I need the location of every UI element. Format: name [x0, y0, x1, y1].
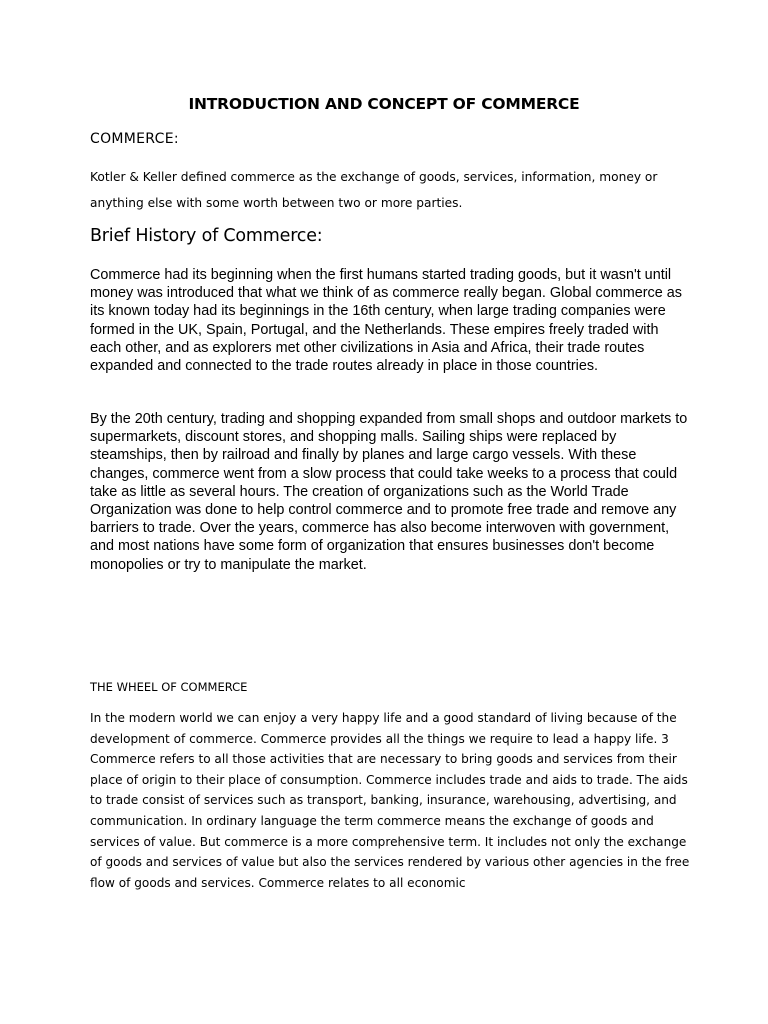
wheel-paragraph: In the modern world we can enjoy a very happy life and a good standard of living because of the development of commerce. Commerce provides all the things we require to lead a happy life. 3 Commerce refers to all those activities that are necessary to bring goods and services from their place of origin to their place of consumption. Commerce includes trade and aids to trade. The aids to trade consist of services such as transport, banking, insurance, warehousing, advertising, and communication. In ordinary language the term commerce means the exchange of goods and services of value. But commerce is a more comprehensive term. It includes not only the exchange of goods and services of value but also the services rendered by various other agencies in the free flow of goods and services. Commerce relates to all economic	[90, 711, 690, 890]
page-title: INTRODUCTION AND CONCEPT OF COMMERCE	[188, 95, 580, 113]
history-paragraph-2: By the 20th century, trading and shopping expanded from small shops and outdoor markets to supermarkets, discount stores, and shopping malls. Sailing ships were replaced by steamships, then by railroad and finally by planes and large cargo vessels. With these changes, commerce went from a slow process that could take weeks to a process that could take as little as several hours. The creation of organizations such as the World Trade Organization was done to help control commerce and to promote free trade and remove any barriers to trade. Over the years, commerce has also become interwoven with government, and most nations have some form of organization that ensures businesses don't become monopolies or try to manipulate the market.	[90, 411, 688, 573]
history-heading: Brief History of Commerce:	[90, 226, 323, 246]
history-paragraph-1: Commerce had its beginning when the first humans started trading goods, but it wasn't until money was introduced that what we think of as commerce really began. Global commerce as its known today had its beginnings in the 16th century, when large trading companies were formed in the UK, Spain, Portugal, and the Netherlands. These empires freely traded with each other, and as explorers met other civilizations in Asia and Africa, their trade routes expanded and connected to the trade routes already in place in those countries.	[90, 267, 682, 375]
commerce-heading: COMMERCE:	[90, 131, 179, 147]
commerce-definition: Kotler & Keller defined commerce as the exchange of goods, services, information, money or anything else with some worth between two or more parties.	[90, 170, 658, 210]
wheel-heading: THE WHEEL OF COMMERCE	[90, 680, 248, 694]
